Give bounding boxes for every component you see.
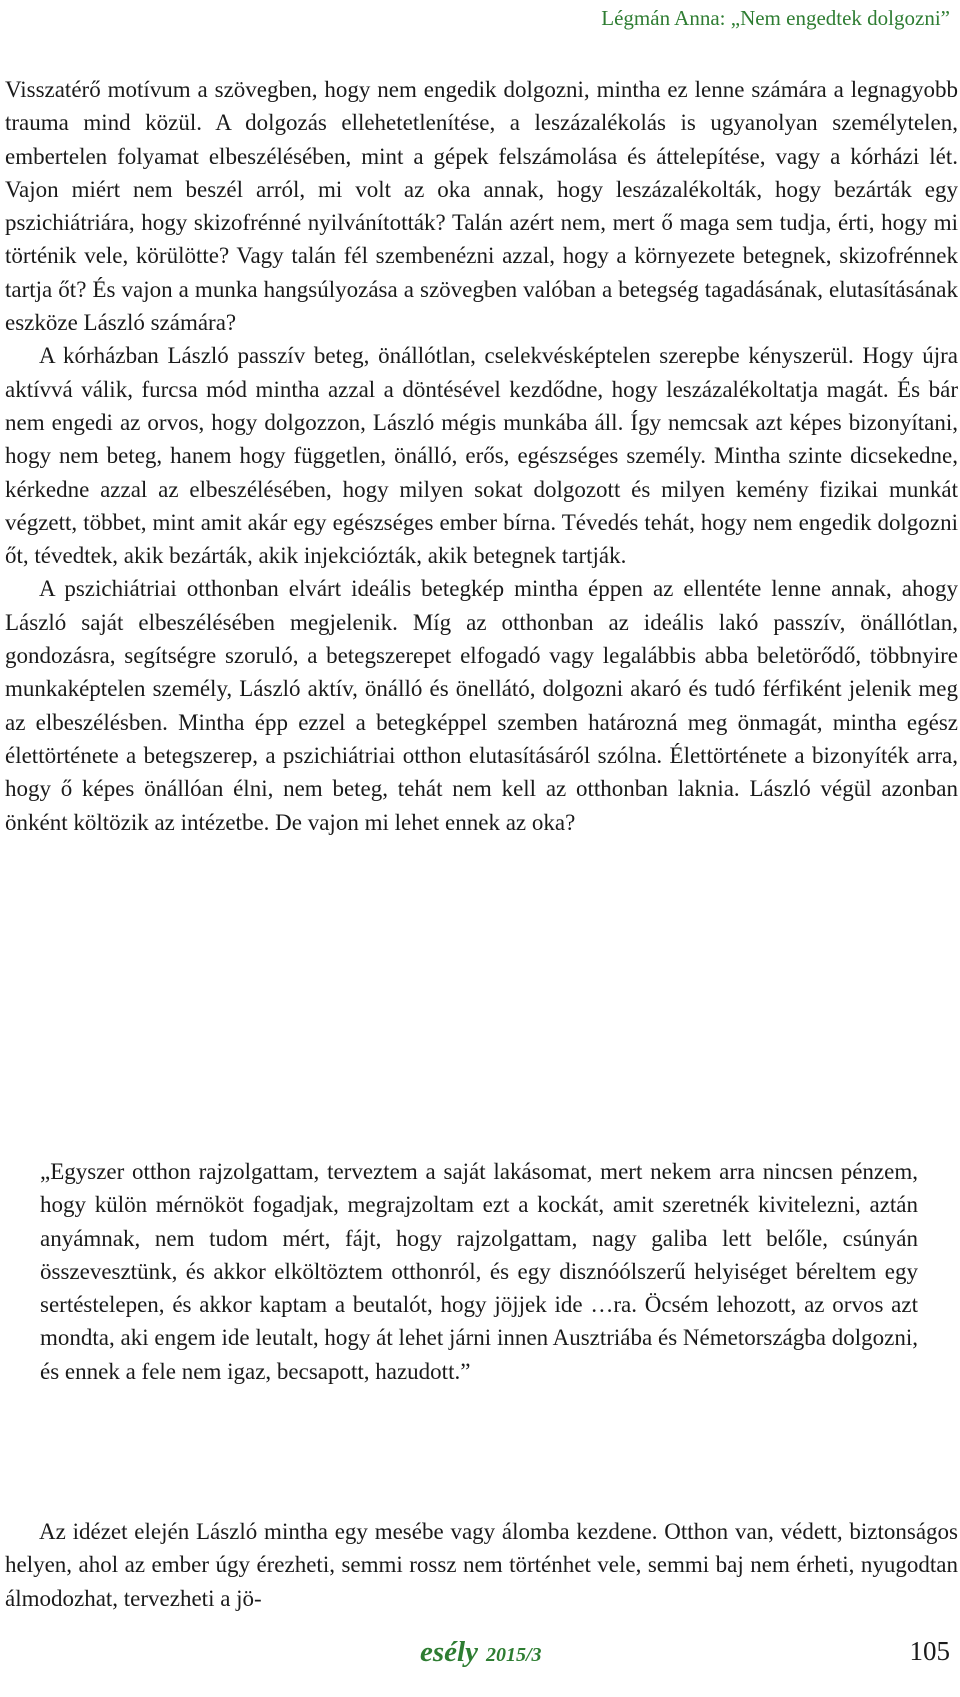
journal-footer	[420, 1636, 542, 1669]
journal-name: esély	[420, 1636, 478, 1668]
paragraph: Visszatérő motívum a szövegben, hogy nem engedik dolgozni, mintha ez lenne számára a legnagyobb trauma mind közül. A dolgozás ellehetetlenítése, a leszázalékolás is ugyanolyan személytelen, embertelen folyamat elbeszélésében, mint a gépek felszámolása és áttelepítése, vagy a kórházi lét. Vajon miért nem beszél arról, mi volt az oka annak, hogy leszázalékolták, hogy bezárták egy pszichiátriára, hogy skizofrénné nyilvánították? Talán azért nem, mert ő maga sem tudja, érti, hogy mi történik vele, körülötte? Vagy talán fél szembenézni azzal, hogy a környezete betegnek, skizofrénnek tartja őt? És vajon a munka hangsúlyozása a szövegben valóban a betegség tagadásának, elutasításának eszköze László számára?	[5, 77, 958, 336]
journal-issue: 2015/3	[485, 1644, 542, 1666]
paragraph: Az idézet elején László mintha egy mesébe vagy álomba kezdene. Otthon van, védett, biztonságos helyen, ahol az ember úgy érezheti, semmi rossz nem történhet vele, semmi baj nem érheti, nyugodtan álmodozhat, tervezheti a jö-	[5, 1519, 958, 1611]
paragraph: A pszichiátriai otthonban elvárt ideális betegkép mintha éppen az ellentéte lenne annak, ahogy László saját elbeszélésében megjelenik. Míg az otthonban az ideális lakó passzív, önállótlan, gondozásra, segítségre szoruló, a betegszerepet elfogadó vagy legalábbis abba beletörődő, többnyire munkaképtelen személy, László aktív, önálló és önellátó, dolgozni akaró és tudó férfiként jelenik meg az elbeszélésben. Mintha épp ezzel a betegképpel szemben határozná meg önmagát, mintha egész élettörténete a betegszerep, a pszichiátriai otthon elutasításáról szólna. Élettörténete a bizonyíték arra, hogy ő képes önállóan élni, nem beteg, tehát nem kell az otthonban laknia. László végül azonban önként költözik az intézetbe. De vajon mi lehet ennek az oka?	[5, 576, 958, 835]
block-quote: „Egyszer otthon rajzolgattam, terveztem a saját lakásomat, mert nekem arra nincsen pénzem, hogy külön mérnököt fogadjak, megrajzoltam ezt a kockát, amit szeretnék kivitelezni, aztán anyámnak, nem tudom mért, fájt, hogy rajzolgattam, nagy galiba lett belőle, csúnyán összevesztünk, és akkor elköltöztem otthonról, és egy disznóólszerű helyiséget béreltem egy sertéstelepen, és akkor kaptam a beutalót, hogy jöjjek ide …ra. Öcsém lehozott, az orvos azt mondta, aki engem ide leutalt, hogy át lehet járni innen Ausztriába és Németországba dolgozni, és ennek a fele nem igaz, becsapott, hazudott.”	[40, 1159, 918, 1384]
running-head: Légmán Anna: „Nem engedtek dolgozni”	[601, 6, 950, 30]
page-number: 105	[909, 1636, 950, 1666]
paragraph: A kórházban László passzív beteg, önállótlan, cselekvésképtelen szerepbe kényszerül. Hogy újra aktívvá válik, furcsa mód mintha azzal a döntésével kezdődne, hogy leszázalékoltatja magát. És bár nem engedi az orvos, hogy dolgozzon, László mégis munkába áll. Így nemcsak azt képes bizonyítani, hogy nem beteg, hanem hogy független, önálló, erős, egészséges személy. Mintha szinte dicsekedne, kérkedne azzal az elbeszélésében, hogy milyen sokat dolgozott és milyen kemény fizikai munkát végzett, többet, mint amit akár egy egészséges ember bírna. Tévedés tehát, hogy nem engedik dolgozni őt, tévedtek, akik bezárták, akik injekciózták, akik betegnek tartják.	[5, 343, 958, 569]
body-text	[5, 73, 958, 839]
